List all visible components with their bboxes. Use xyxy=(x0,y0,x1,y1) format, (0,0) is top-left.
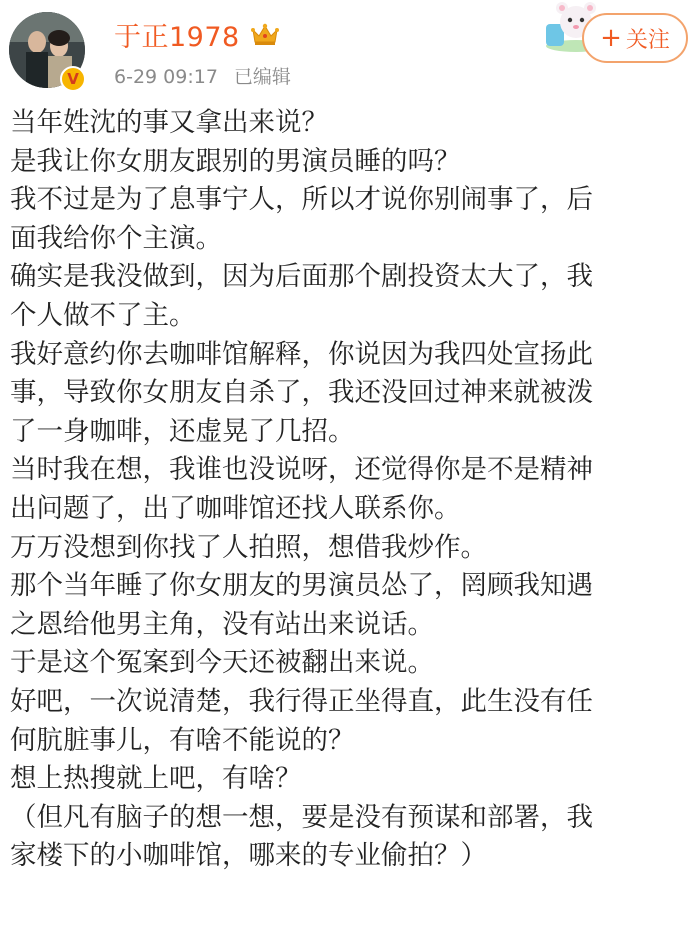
post-line: 我不过是为了息事宁人，所以才说你别闹事了，后 xyxy=(10,184,593,216)
post-line: 万万没想到你找了人拍照，想借我炒作。 xyxy=(10,531,487,563)
post-header xyxy=(0,0,700,100)
post-line: 确实是我没做到，因为后面那个剧投资太大了，我 xyxy=(10,261,593,293)
post-line: 那个当年睡了你女朋友的男演员怂了，罔顾我知遇 xyxy=(10,570,593,602)
post-line: 出问题了，出了咖啡馆还找人联系你。 xyxy=(10,492,461,524)
follow-button[interactable] xyxy=(582,13,688,63)
post-line: 之恩给他男主角，没有站出来说话。 xyxy=(10,608,434,640)
post-line: 是我让你女朋友跟别的男演员睡的吗？ xyxy=(10,145,461,177)
username[interactable]: 于正1978 xyxy=(114,21,240,53)
post-line: 于是这个冤案到今天还被翻出来说。 xyxy=(10,647,434,679)
post-line: 何肮脏事儿，有啥不能说的？ xyxy=(10,724,355,756)
post-line: 个人做不了主。 xyxy=(10,299,196,331)
post-line: 好吧，一次说清楚，我行得正坐得直，此生没有任 xyxy=(10,685,593,717)
post-line: （但凡有脑子的想一想，要是没有预谋和部署，我 xyxy=(10,801,593,833)
post-line: 当时我在想，我谁也没说呀，还觉得你是不是精神 xyxy=(10,454,593,486)
post-line: 事，导致你女朋友自杀了，我还没回过神来就被泼 xyxy=(10,377,593,409)
post-line: 当年姓沈的事又拿出来说？ xyxy=(10,107,328,138)
post-line: 家楼下的小咖啡馆，哪来的专业偷拍？） xyxy=(10,840,487,872)
post-timestamp[interactable]: 6-29 09:17 xyxy=(114,66,218,88)
post-body xyxy=(10,104,694,876)
post-line: 面我给你个主演。 xyxy=(10,222,222,254)
follow-label: 关注 xyxy=(625,27,670,53)
post-line: 了一身咖啡，还虚晃了几招。 xyxy=(10,415,355,447)
crown-icon xyxy=(250,22,280,46)
edited-label[interactable]: 已编辑 xyxy=(233,66,291,88)
author-row xyxy=(114,14,280,54)
verified-v-icon: V xyxy=(60,66,86,92)
post-line: 我好意约你去咖啡馆解释，你说因为我四处宣扬此 xyxy=(10,338,593,370)
post-line: 想上热搜就上吧，有啥？ xyxy=(10,763,302,795)
plus-icon: + xyxy=(600,23,622,53)
post-meta xyxy=(114,62,291,89)
